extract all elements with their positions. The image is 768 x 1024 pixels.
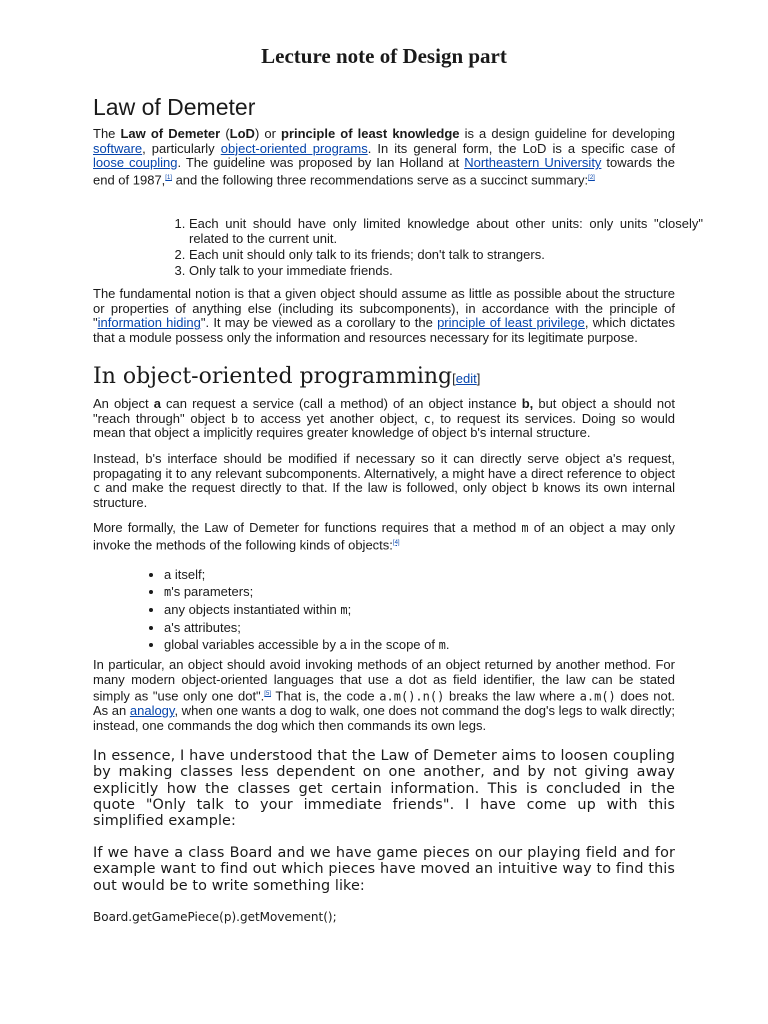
reference-2[interactable]: [2] [588,175,595,182]
term-least-knowledge: principle of least knowledge [281,126,460,141]
rule-item: 1. Each unit should have only limited knowledge about other units: only units "closely" related to the current unit. [189,217,703,246]
example-paragraph: If we have a class Board and we have game pieces on our playing field and for example want to find out which pieces have moved an intuitive way to find this out would be to write something like: [93,845,675,894]
link-loose-coupling[interactable]: loose coupling [93,155,178,171]
link-information-hiding[interactable]: information hiding [97,315,201,331]
reference-4[interactable]: [4] [392,539,400,546]
list-item: • a's attributes; [164,619,449,636]
rules-list [161,217,703,280]
edit-link[interactable]: edit [455,371,477,386]
list-item: • any objects instantiated within m; [164,601,449,619]
heading-law-of-demeter: Law of Demeter [93,94,256,120]
fundamental-paragraph: The fundamental notion is that a given object should assume as little as possible about the structure or properties of anything else (including its subcomponents), in accordance with the principle of "information hiding". It may be viewed as a corollary to the principle of least privilege, which dictates that a module possess only the information and resources necessary for its legitimate purpose. [93,286,675,346]
object-kinds-list [145,566,449,654]
document-title: Lecture note of Design part [261,44,507,68]
link-northeastern-university[interactable]: Northeastern University [464,155,602,171]
rule-item: 3. Only talk to your immediate friends. [189,264,703,279]
list-item: • a itself; [164,566,449,583]
code-example: Board.getGamePiece(p).getMovement(); [93,910,337,924]
link-software[interactable]: software [93,140,143,156]
link-analogy[interactable]: analogy [129,703,175,719]
link-least-privilege[interactable]: principle of least privilege [437,315,585,331]
edit-section: [edit] [452,371,481,386]
oop-paragraph-1: An object a can request a service (call a method) of an object instance b, but object a should not "reach through" object b to access yet another object, c, to request its services. Doing so would mean that object a implicitly requires greater knowledge of object b's internal structure. [93,396,675,441]
list-item: • global variables accessible by a in the scope of m. [164,636,449,654]
term-lod: LoD [229,126,255,141]
term-law-of-demeter: Law of Demeter [120,126,221,141]
rule-item: 2. Each unit should only talk to its friends; don't talk to strangers. [189,248,703,263]
intro-paragraph: The Law of Demeter (LoD) or principle of least knowledge is a design guideline for developing software, particularly object-oriented programs. In its general form, the LoD is a specific case of loose coupling. The guideline was proposed by Ian Holland at Northeastern University towards the end of 1987,[1] and the following three recommendations serve as a succinct summary:[2] [93,126,676,188]
oop-paragraph-4: In particular, an object should avoid invoking methods of an object returned by another method. For many modern object-oriented languages that use a dot as field identifier, the law can be stated simply as "use only one dot".[5] That is, the code a.m().n() breaks the law where a.m() does not. As an analogy, when one wants a dog to walk, one does not command the dog's legs to walk directly; instead, one commands the dog which then commands its own legs. [93,657,675,734]
reference-1[interactable]: [1] [165,175,172,182]
list-item: • m's parameters; [164,583,449,601]
oop-paragraph-3: More formally, the Law of Demeter for functions requires that a method m of an object a may only invoke the methods of the following kinds of objects:[4] [93,520,675,553]
oop-paragraph-2: Instead, b's interface should be modified if necessary so it can directly serve object a's request, propagating it to any relevant subcomponents. Alternatively, a might have a direct reference to object c and make the request directly to that. If the law is followed, only object b knows its own internal structure. [93,451,675,511]
link-object-oriented-programs[interactable]: object-oriented programs [220,140,368,156]
reference-5[interactable]: [5] [264,691,271,698]
heading-oop: In object-oriented programming[edit] [93,364,481,389]
essence-paragraph: In essence, I have understood that the Law of Demeter aims to loosen coupling by making classes less dependent on one another, and by not giving away explicitly how the classes get certain information. This is concluded in the quote "Only talk to your immediate friends". I have come up with this simplified example: [93,748,675,830]
